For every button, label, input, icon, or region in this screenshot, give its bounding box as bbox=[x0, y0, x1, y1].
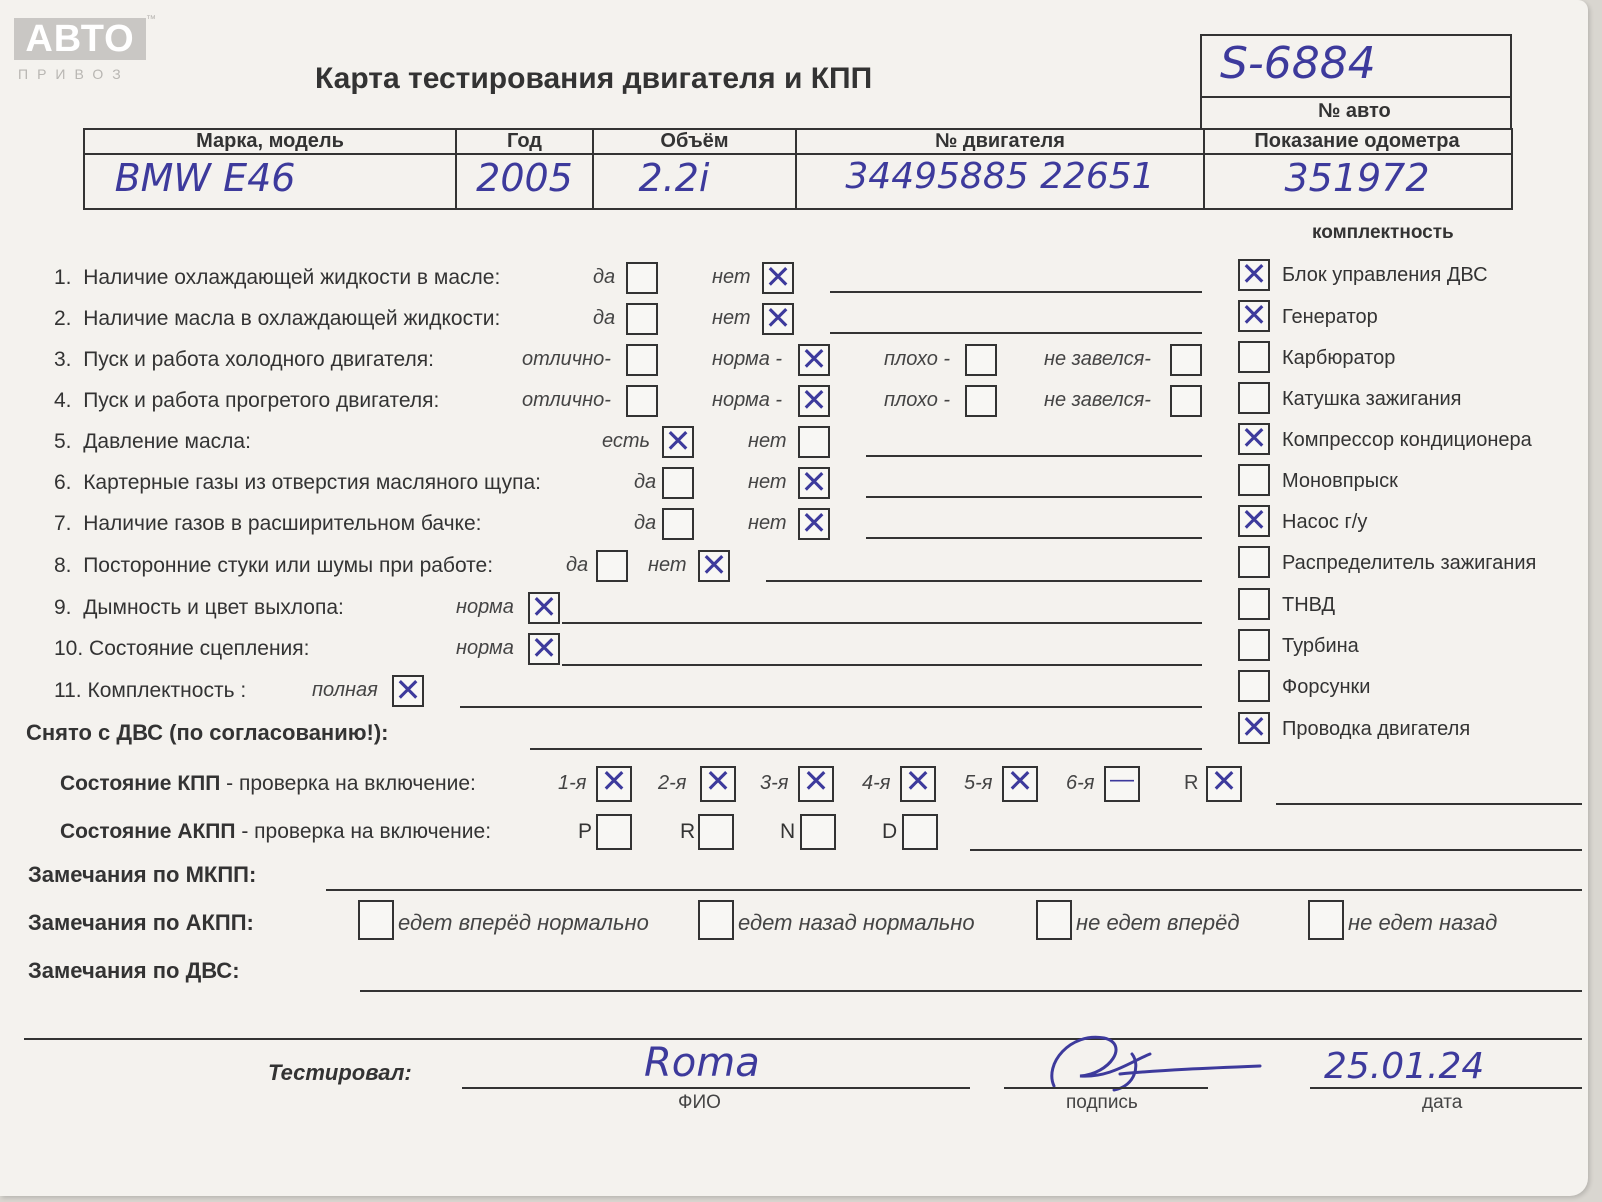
kit-injectors-label: Форсунки bbox=[1282, 676, 1371, 698]
kit-distributor-checkbox[interactable] bbox=[1238, 546, 1270, 578]
row-4-no-start-checkbox[interactable] bbox=[1170, 385, 1202, 417]
kit-ac-compressor-checkbox[interactable] bbox=[1238, 423, 1270, 455]
kpp-label: Состояние КПП - проверка на включение: bbox=[60, 772, 476, 795]
kit-carburetor-label: Карбюратор bbox=[1282, 347, 1396, 369]
kit-ecu-label: Блок управления ДВС bbox=[1282, 264, 1488, 286]
row-9-normal-checkbox[interactable] bbox=[528, 592, 560, 624]
row-4-excellent-checkbox[interactable] bbox=[626, 385, 658, 417]
row-2-opt-yes-label: да bbox=[593, 307, 616, 329]
signature-label: подпись bbox=[1066, 1092, 1138, 1113]
row-1-opt-no-label: нет bbox=[712, 266, 751, 288]
akpp-p-checkbox[interactable] bbox=[596, 814, 632, 850]
kit-turbo-checkbox[interactable] bbox=[1238, 629, 1270, 661]
gear-r-checkbox[interactable] bbox=[1206, 766, 1242, 802]
row-8-yes-label: да bbox=[566, 554, 589, 576]
row-10: 10. Состояние сцепления: bbox=[54, 637, 310, 660]
akpp-no-forward-label: не едет вперёд bbox=[1076, 910, 1240, 935]
row-8-yes-checkbox[interactable] bbox=[596, 550, 628, 582]
row-10-normal-label: норма bbox=[456, 637, 514, 659]
removed-label: Снято с ДВС (по согласованию!): bbox=[26, 720, 389, 745]
row-6: 6. Картерные газы из отверстия масляного щупа: bbox=[54, 471, 541, 494]
row-3-normal-label: норма - bbox=[712, 348, 783, 370]
row-9: 9. Дымность и цвет выхлопа: bbox=[54, 596, 344, 619]
row-3-no-start-label: не завелся- bbox=[1044, 348, 1151, 370]
engine-no-value: 34495885 22651 bbox=[845, 156, 1155, 197]
kit-title: комплектность bbox=[1312, 222, 1454, 243]
akpp-r-checkbox[interactable] bbox=[698, 814, 734, 850]
akpp-r-label: R bbox=[680, 820, 696, 843]
row-3-excellent-checkbox[interactable] bbox=[626, 344, 658, 376]
row-4-bad-label: плохо - bbox=[884, 389, 951, 411]
row-6-yes-checkbox[interactable] bbox=[662, 467, 694, 499]
akpp-n-checkbox[interactable] bbox=[800, 814, 836, 850]
akpp-reverse-ok-checkbox[interactable] bbox=[698, 900, 734, 940]
row-1-opt-yes-label: да bbox=[593, 266, 616, 288]
col-year: Год bbox=[507, 130, 542, 152]
kit-carburetor-checkbox[interactable] bbox=[1238, 341, 1270, 373]
logo-subtitle: ПРИВОЗ bbox=[18, 66, 130, 82]
row-3-normal-checkbox[interactable] bbox=[798, 344, 830, 376]
tester-name: Roma bbox=[644, 1040, 760, 1086]
row-6-yes-label: да bbox=[634, 471, 657, 493]
kit-mono-injection-label: Моновпрыск bbox=[1282, 470, 1398, 492]
page-title: Карта тестирования двигателя и КПП bbox=[315, 62, 873, 95]
row-1: 1. Наличие охлаждающей жидкости в масле: bbox=[54, 266, 501, 289]
row-4-excellent-label: отлично- bbox=[522, 389, 611, 411]
kit-ecu-checkbox[interactable] bbox=[1238, 259, 1270, 291]
row-9-normal-label: норма bbox=[456, 596, 514, 618]
row-3-bad-checkbox[interactable] bbox=[965, 344, 997, 376]
gear-4-label: 4-я bbox=[862, 772, 891, 794]
odometer-value: 351972 bbox=[1284, 156, 1430, 200]
row-6-no-label: нет bbox=[748, 471, 787, 493]
kit-injection-pump-label: ТНВД bbox=[1282, 594, 1336, 616]
row-5-no-label: нет bbox=[748, 430, 787, 452]
col-odometer: Показание одометра bbox=[1254, 130, 1460, 152]
remarks-mkpp-label: Замечания по МКПП: bbox=[28, 862, 257, 887]
row-10-normal-checkbox[interactable] bbox=[528, 633, 560, 665]
gear-1-checkbox[interactable] bbox=[596, 766, 632, 802]
row-7-no-checkbox[interactable] bbox=[798, 508, 830, 540]
gear-4-checkbox[interactable] bbox=[900, 766, 936, 802]
row-3-excellent-label: отлично- bbox=[522, 348, 611, 370]
akpp-forward-ok-label: едет вперёд нормально bbox=[398, 910, 649, 935]
row-7: 7. Наличие газов в расширительном бачке: bbox=[54, 512, 482, 535]
gear-2-checkbox[interactable] bbox=[700, 766, 736, 802]
kit-ps-pump-checkbox[interactable] bbox=[1238, 505, 1270, 537]
gear-r-label: R bbox=[1184, 772, 1199, 794]
akpp-p-label: P bbox=[578, 820, 593, 843]
akpp-label: Состояние АКПП - проверка на включение: bbox=[60, 820, 492, 843]
year-value: 2005 bbox=[476, 156, 573, 200]
gear-6-label: 6-я bbox=[1066, 772, 1095, 794]
car-number-label: № авто bbox=[1318, 100, 1391, 122]
kit-mono-injection-checkbox[interactable] bbox=[1238, 464, 1270, 496]
col-make-model: Марка, модель bbox=[196, 130, 344, 152]
kit-generator-label: Генератор bbox=[1282, 306, 1378, 328]
row-1-yes-checkbox[interactable] bbox=[626, 262, 658, 294]
row-2-no-checkbox[interactable] bbox=[762, 303, 794, 335]
kit-ignition-coil-label: Катушка зажигания bbox=[1282, 388, 1462, 410]
row-11-full-label: полная bbox=[312, 679, 378, 701]
row-5-no-checkbox[interactable] bbox=[798, 426, 830, 458]
akpp-d-checkbox[interactable] bbox=[902, 814, 938, 850]
row-4-no-start-label: не завелся- bbox=[1044, 389, 1151, 411]
gear-1-label: 1-я bbox=[558, 772, 587, 794]
row-4-bad-checkbox[interactable] bbox=[965, 385, 997, 417]
row-5: 5. Давление масла: bbox=[54, 430, 251, 453]
gear-3-checkbox[interactable] bbox=[798, 766, 834, 802]
akpp-no-reverse-checkbox[interactable] bbox=[1308, 900, 1344, 940]
tested-by-label: Тестировал: bbox=[268, 1060, 412, 1085]
kit-engine-wiring-label: Проводка двигателя bbox=[1282, 718, 1471, 740]
row-11: 11. Комплектность : bbox=[54, 679, 247, 702]
row-3-bad-label: плохо - bbox=[884, 348, 951, 370]
row-8-no-checkbox[interactable] bbox=[698, 550, 730, 582]
kit-injectors-checkbox[interactable] bbox=[1238, 670, 1270, 702]
logo-tm: ™ bbox=[146, 14, 156, 25]
row-2: 2. Наличие масла в охлаждающей жидкости: bbox=[54, 307, 501, 330]
row-8: 8. Посторонние стуки или шумы при работе: bbox=[54, 554, 494, 577]
row-2-yes-checkbox[interactable] bbox=[626, 303, 658, 335]
logo-text: АВТО bbox=[25, 18, 135, 60]
row-5-yes-label: есть bbox=[602, 430, 651, 452]
row-6-no-checkbox[interactable] bbox=[798, 467, 830, 499]
row-7-yes-label: да bbox=[634, 512, 657, 534]
date-label: дата bbox=[1422, 1092, 1463, 1113]
row-3: 3. Пуск и работа холодного двигателя: bbox=[54, 348, 434, 371]
make-model-value: BMW E46 bbox=[114, 156, 296, 200]
row-1-no-checkbox[interactable] bbox=[762, 262, 794, 294]
gear-5-label: 5-я bbox=[964, 772, 993, 794]
akpp-no-forward-checkbox[interactable] bbox=[1036, 900, 1072, 940]
date-value: 25.01.24 bbox=[1324, 1046, 1485, 1087]
row-4-normal-checkbox[interactable] bbox=[798, 385, 830, 417]
kit-ac-compressor-label: Компрессор кондиционера bbox=[1282, 429, 1532, 451]
col-volume: Объём bbox=[660, 130, 729, 152]
row-11-full-checkbox[interactable] bbox=[392, 675, 424, 707]
gear-3-label: 3-я bbox=[760, 772, 789, 794]
row-5-yes-checkbox[interactable] bbox=[662, 426, 694, 458]
gear-5-checkbox[interactable] bbox=[1002, 766, 1038, 802]
kit-engine-wiring-checkbox[interactable] bbox=[1238, 712, 1270, 744]
row-7-yes-checkbox[interactable] bbox=[662, 508, 694, 540]
remarks-dvs-label: Замечания по ДВС: bbox=[28, 958, 240, 983]
kit-injection-pump-checkbox[interactable] bbox=[1238, 588, 1270, 620]
row-8-no-label: нет bbox=[648, 554, 687, 576]
akpp-no-reverse-label: не едет назад bbox=[1348, 910, 1498, 935]
akpp-reverse-ok-label: едет назад нормально bbox=[738, 910, 975, 935]
akpp-n-label: N bbox=[780, 820, 796, 843]
fio-label: ФИО bbox=[678, 1092, 721, 1113]
car-number-value: S-6884 bbox=[1220, 38, 1376, 89]
kit-turbo-label: Турбина bbox=[1282, 635, 1359, 657]
row-4: 4. Пуск и работа прогретого двигателя: bbox=[54, 389, 440, 412]
kit-distributor-label: Распределитель зажигания bbox=[1282, 552, 1537, 574]
gear-6-checkbox[interactable] bbox=[1104, 766, 1140, 802]
row-2-opt-no-label: нет bbox=[712, 307, 751, 329]
remarks-akpp-label: Замечания по АКПП: bbox=[28, 910, 254, 935]
kit-generator-checkbox[interactable] bbox=[1238, 300, 1270, 332]
akpp-d-label: D bbox=[882, 820, 898, 843]
col-engine-no: № двигателя bbox=[935, 130, 1065, 152]
kit-ignition-coil-checkbox[interactable] bbox=[1238, 382, 1270, 414]
volume-value: 2.2i bbox=[638, 156, 710, 200]
akpp-forward-ok-checkbox[interactable] bbox=[358, 900, 394, 940]
gear-2-label: 2-я bbox=[658, 772, 687, 794]
kit-ps-pump-label: Насос г/у bbox=[1282, 511, 1368, 533]
row-3-no-start-checkbox[interactable] bbox=[1170, 344, 1202, 376]
avtoprivoz-logo bbox=[14, 18, 146, 60]
row-7-no-label: нет bbox=[748, 512, 787, 534]
row-4-normal-label: норма - bbox=[712, 389, 783, 411]
